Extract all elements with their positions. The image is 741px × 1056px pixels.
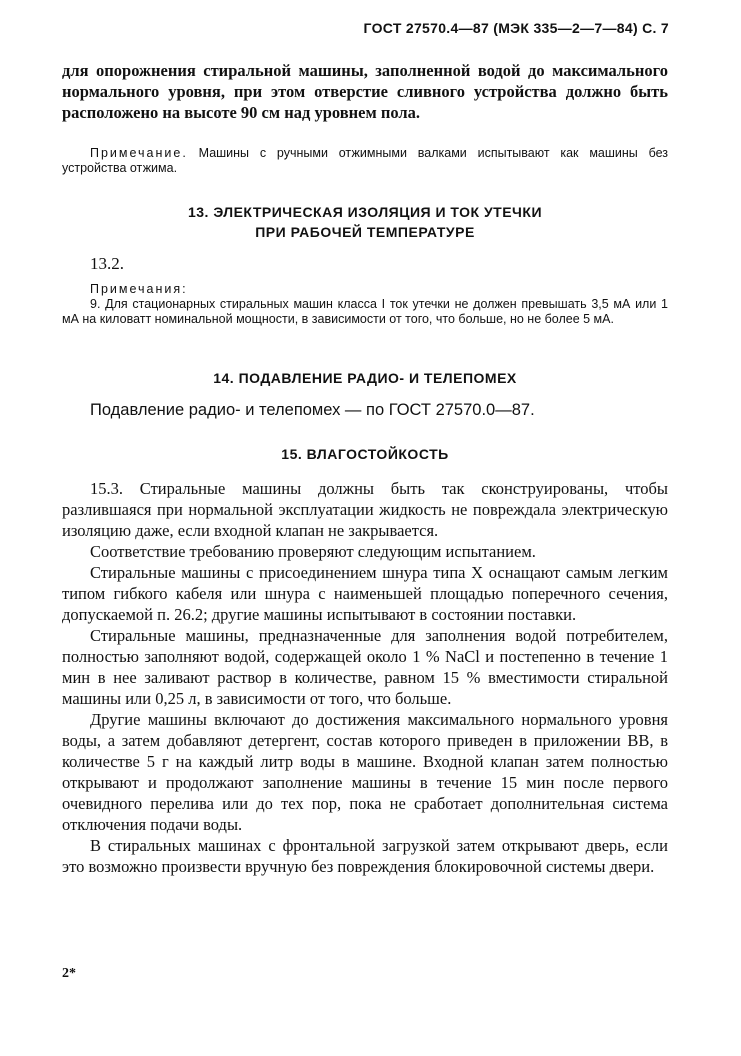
- note-9: 9. Для стационарных стиральных машин класса I ток утечки не должен превышать 3,5 мА или 1 мА на киловатт номинальной мощности, в зависимости от того, что больше, но не более 5 мА.: [62, 297, 668, 326]
- clause-13-2: 13.2.: [90, 254, 124, 273]
- section-15-p1: 15.3. Стиральные машины должны быть так сконструированы, чтобы разлившаяся при нормальной эксплуатации жидкость не повреждала электрическую изоляцию даже, если входной клапан не закрывается.: [62, 479, 668, 540]
- note-1-body: Машины с ручными отжимными валками испытывают как машины без устройства отжима.: [62, 146, 668, 175]
- note-1-text: [62, 146, 668, 176]
- note-1-label: Примечание.: [90, 146, 188, 160]
- signature-mark: 2*: [62, 966, 76, 981]
- section-14-body: [62, 400, 668, 421]
- section-13-notes: [62, 282, 668, 327]
- section-14: [62, 368, 668, 388]
- section-15-p3: Стиральные машины с присоединением шнура типа X оснащают самым легким типом гибкого кабеля или шнура с наименьшей площадью поперечного сечения, допускаемой п. 26.2; другие машины испытывают в состоянии поставки.: [62, 563, 668, 624]
- section-15-p4: Стиральные машины, предназначенные для заполнения водой потребителем, полностью заполняют водой, содержащей около 1 % NaCl и постепенно в течение 1 мин в нее заливают раствор в количестве, равном 15 % вместимости стиральной машины или 0,25 л, в зависимости от того, что больше.: [62, 626, 668, 708]
- section-13-title-line1: 13. ЭЛЕКТРИЧЕСКАЯ ИЗОЛЯЦИЯ И ТОК УТЕЧКИ: [187, 204, 543, 220]
- section-13-title-line2: ПРИ РАБОЧЕЙ ТЕМПЕРАТУРЕ: [255, 224, 475, 240]
- section-14-title: 14. ПОДАВЛЕНИЕ РАДИО- И ТЕЛЕПОМЕХ: [213, 370, 517, 386]
- notes-label: Примечания:: [90, 282, 188, 296]
- section-15-p6: В стиральных машинах с фронтальной загрузкой затем открывают дверь, если это возможно произвести вручную без повреждения блокировочной системы двери.: [62, 836, 668, 876]
- top-paragraph-block: [62, 60, 668, 123]
- section-15-body: [62, 478, 668, 877]
- section-13-heading: [62, 202, 668, 242]
- top-paragraph: для опорожнения стиральной машины, заполненной водой до максимального нормального уровня, при этом отверстие сливного устройства должно быть расположено на высоте 90 см над уровнем пола.: [62, 61, 668, 122]
- note-1: [62, 146, 668, 176]
- section-15-title: 15. ВЛАГОСТОЙКОСТЬ: [281, 446, 449, 462]
- section-14-text: Подавление радио- и телепомех — по ГОСТ 27570.0—87.: [90, 401, 535, 419]
- section-15-p5: Другие машины включают до достижения максимального нормального уровня воды, а затем добавляют детергент, состав которого приведен в приложении ВВ, в количестве 5 г на каждый литр воды в машине. Входной клапан затем полностью открывают и продолжают заполнение машины в течение 15 мин после первого очевидного перелива или до тех пор, пока не сработает дополнительная система отключения подачи воды.: [62, 710, 668, 834]
- section-15-p2: Соответствие требованию проверяют следующим испытанием.: [90, 542, 536, 561]
- section-15-heading: [62, 444, 668, 464]
- section-13-clause: [62, 254, 668, 274]
- running-header: ГОСТ 27570.4—87 (МЭК 335—2—7—84) С. 7: [363, 20, 669, 36]
